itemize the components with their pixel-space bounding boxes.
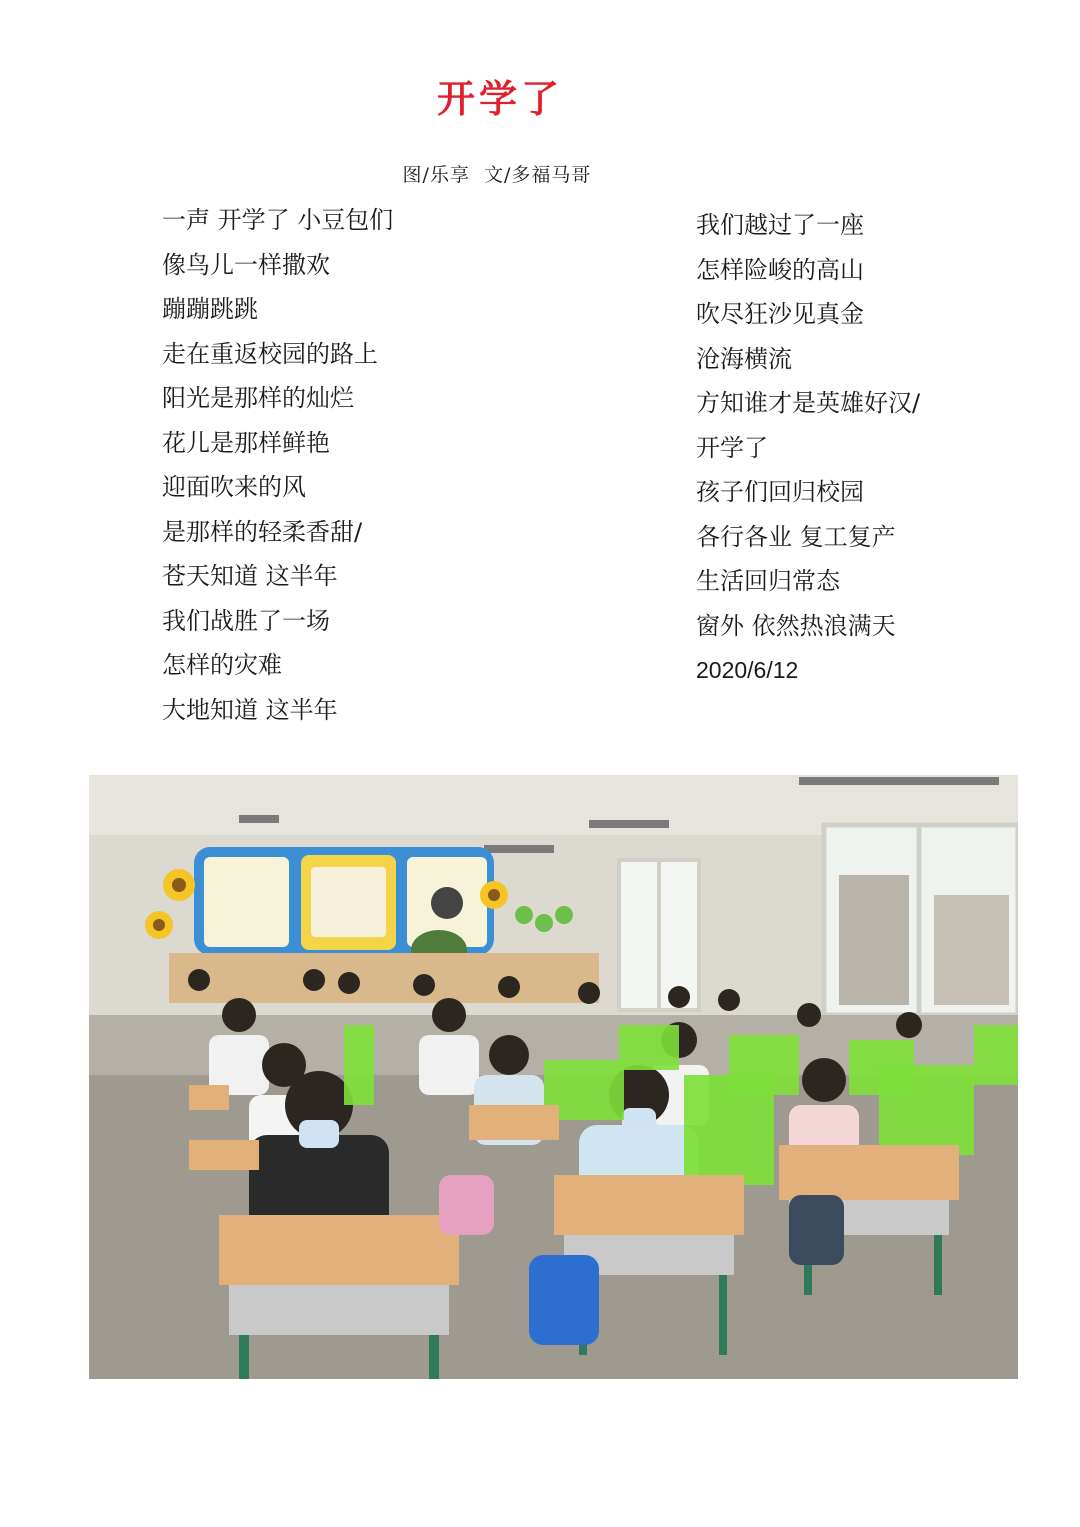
ceiling-light xyxy=(484,845,554,853)
poem-line: 是那样的轻柔香甜/ xyxy=(162,517,363,546)
credits-line: 图/乐享 文/多福马哥 xyxy=(402,164,592,186)
classroom-illustration xyxy=(89,775,1018,1379)
poem-line: 吹尽狂沙见真金 xyxy=(696,300,864,328)
poem-line: 生活回归常态 xyxy=(696,567,840,595)
ceiling-light xyxy=(799,777,999,785)
poem-line: 像鸟儿一样撒欢 xyxy=(162,250,330,279)
poem-line: 大地知道 这半年 xyxy=(162,695,338,724)
poem-title: 开学了 xyxy=(436,76,563,121)
poem-line: 一声 开学了 小豆包们 xyxy=(162,206,394,234)
ceiling-light xyxy=(239,815,279,823)
poem-line: 孩子们回归校园 xyxy=(696,478,864,506)
backpack xyxy=(789,1195,844,1265)
poem-line: 方知谁才是英雄好汉/ xyxy=(696,389,921,417)
poem-line: 我们战胜了一场 xyxy=(162,606,330,635)
poem-line: 我们越过了一座 xyxy=(696,211,864,239)
backpack xyxy=(529,1255,599,1345)
poem-line: 沧海横流 xyxy=(696,344,792,373)
poem-line: 怎样的灾难 xyxy=(162,651,282,679)
poem-line: 怎样险峻的高山 xyxy=(696,255,864,284)
poem-line: 开学了 xyxy=(696,433,768,462)
poem-line: 阳光是那样的灿烂 xyxy=(162,384,354,412)
poem-line: 苍天知道 这半年 xyxy=(162,562,338,590)
backpack xyxy=(439,1175,494,1235)
poem-line: 迎面吹来的风 xyxy=(162,473,306,501)
poem-column-left xyxy=(162,198,393,732)
poem-column-right xyxy=(696,203,920,693)
classroom-photo xyxy=(89,775,1018,1379)
ceiling-light xyxy=(589,820,669,828)
poem-line: 各行各业 复工复产 xyxy=(696,522,896,551)
storage-cabinet xyxy=(169,953,599,1003)
poem-line: 走在重返校园的路上 xyxy=(162,339,378,368)
poem-line: 花儿是那样鲜艳 xyxy=(162,428,330,457)
poem-line: 蹦蹦跳跳 xyxy=(162,295,258,323)
poem-date: 2020/6/12 xyxy=(696,657,799,683)
poem-line: 窗外 依然热浪满天 xyxy=(696,611,896,640)
